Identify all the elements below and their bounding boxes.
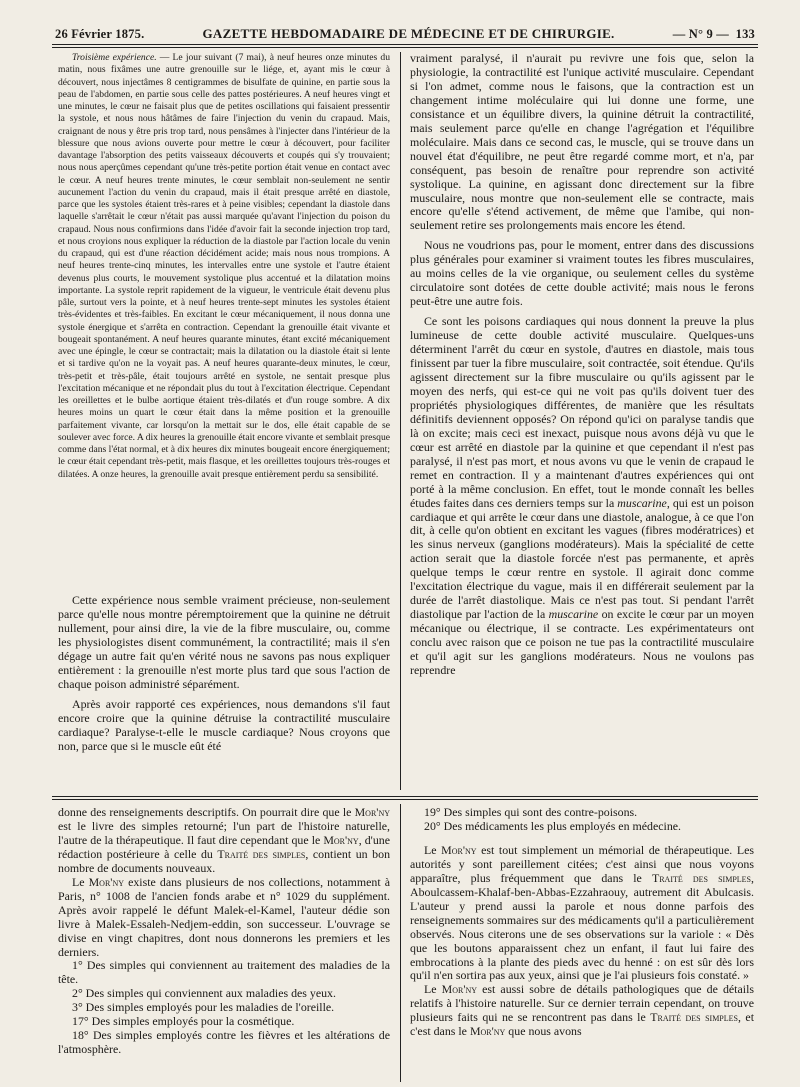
bottom-left-paragraph-2 bbox=[58, 876, 390, 960]
right-paragraph-1: vraiment paralysé, il n'aurait pu revivre une fois que, selon la physiologie, la contractilité est l'unique activité musculaire. Cependant si l'on admet, comme nous le faisons, que la contraction est un changement intime moléculaire qui lui donne une forme, une consistance et un équilibre divers, la quinine détruit la contractilité, mais seulement parce qu'elle en change l'agrégation et l'équilibre moléculaire. Mais dans ce second cas, le muscle, qui se trouve dans un nouvel état d'équilibre, ne peut être regardé comme mort, et n'a, par conséquent, pas besoin de renaître pour reprendre son activité systolique. La quinine, en agissant donc directement sur la fibre musculaire, nous montre que non-seulement elle se contracte, mais encore qu'elle s'étend activement, de même que l'amibe, qui non-seulement retire ses prolongements mais encore les étend. bbox=[410, 52, 754, 233]
chapter-item: 17° Des simples employés pour la cosmétique. bbox=[72, 1014, 295, 1029]
top-left-commentary bbox=[58, 594, 390, 790]
commentary-paragraph-1: Cette expérience nous semble vraiment précieuse, non-seulement parce qu'elle nous montre péremptoirement que la quinine ne détruit nullement, pour ainsi dire, la vie de la fibre musculaire, ou, comme les physiologistes disent communément, la contractilité; mais il s'en dégage un autre fait qu'en vérité nous ne savons pas nous expliquer entièrement : la grenouille n'est morte plus tard que sous l'action de chaque poison administré séparément. bbox=[58, 594, 390, 691]
experiment-paragraph bbox=[58, 52, 390, 481]
bl-text-1: donne des renseignements descriptifs. On pourrait dire que le bbox=[58, 806, 355, 819]
commentary-paragraph-2: Après avoir rapporté ces expériences, nous demandons s'il faut encore croire que la quinine détruise la contractilité musculaire cardiaque? Paralyse-t-elle le muscle cardiaque? Nous croyons que non, parce que si le muscle eût été bbox=[58, 696, 390, 753]
page-header bbox=[55, 26, 755, 42]
bl-text-6: existe dans plusieurs de nos collections, notamment à Paris, n° 1008 de l'ancien fonds arabe et n° 1029 du supplément. Après avoir rappelé le défunt Malek-el-Kamel, l'auteur dédie son livre à Malek-Essaleh-Nedjem-eddin, son successeur. L'ouvrage se divise en vingt chapitres, dont nous donnerons les premiers et les derniers. bbox=[58, 874, 390, 959]
traite-title: Traité des simples bbox=[217, 846, 306, 861]
right-paragraph-3-part-a: Ce sont les poisons cardiaques qui nous donnent la preuve la plus lumineuse de cette double activité musculaire. Quelques-uns déterminent l'arrêt du cœur en systole, d'autres en diastole, mais tous finissent par tuer la fibre musculaire, soit contractée, soit étendue. Qu'ils agissent directement sur la fibre musculaire ou qu'ils agissent par le moyen des nerfs, qui est-ce qui ne voit pas qu'ils doivent tuer des propriétés physiologiques différentes, de manière que les résultats définitifs deviennent opposés? On répond qu'ici on paralyse tandis que là on excite; mais ceci est inexact, puisque nous avons déjà vu que le cœur est arrêté en diastole par la quinine et que cependant il n'est pas paralysé, il n'est pas mort, et nous avons vu que le venin de crapaud le remet en contraction. Il y a maintenant d'autres expériences qui ont porté à la même conclusion. En effet, tout le monde connaît les belles études faites dans ces derniers temps sur la bbox=[410, 314, 754, 510]
chapter-item: 18° Des simples employés contre les fièvres et les altérations de l'atmosphère. bbox=[58, 1028, 390, 1057]
br-text-7: que nous avons bbox=[505, 1024, 582, 1039]
br-text-2: est tout simplement un mémorial de thérapeutique. Les autorités y sont pareillement citées; c'est ainsi que nous voyons apparaître, plus fréquemment que dans le bbox=[410, 842, 754, 885]
br-text-5: est aussi sobre de détails pathologiques que de détails relatifs à l'histoire naturelle. Sur ce dernier terrain cependant, on trouve plusieurs faits qui ne se rencontrent pas dans le bbox=[410, 982, 754, 1025]
header-rule bbox=[52, 44, 758, 45]
morny-title-6: Mor'ny bbox=[469, 1024, 506, 1039]
br-text-3: , Aboulcassem-Khalaf-ben-Abbas-Ezzahraouy, autrement dit Abulcasis. L'auteur y prend aussi la parole et nous donne parfois des renseignements sommaires sur des médicaments qu'il a particulièrement observés. Nous citerons une de ses observations sur la variole : « Dès que les boutons apparaissent chez un enfant, il faut lui faire des embrocations à la plante des pieds avec du henné : on est sûr dès lors qu'il n'en sortira pas aux yeux, ainsi que je l'ai plusieurs fois constaté. » bbox=[410, 870, 754, 983]
chapter-item: 19° Des simples qui sont des contre-poisons. bbox=[424, 806, 638, 819]
bl-text-5: Le bbox=[72, 874, 89, 889]
morny-title: Mor'ny bbox=[354, 806, 390, 819]
bl-text-2: est le livre des simples retourné; l'un part de l'histoire naturelle, l'autre de la thérapeutique. Il faut dire cependant que le bbox=[58, 818, 390, 847]
header-rule-thin bbox=[52, 47, 758, 48]
morny-title-2: Mor'ny bbox=[323, 832, 359, 847]
experiment-text: — Le jour suivant (7 mai), à neuf heures onze minutes du matin, nous fixâmes une autre grenouille sur le liége, et, ayant mis le cœur à découvert, nous injectâmes 8 centigrammes de bisulfate de quinine, en partie sous la peau de l'abdomen, en partie sous celle des pattes postérieures. A neuf heures vingt et une minutes, le cœur ne faisait plus que de petites oscillations qui faisaient pressentir la systole, et nous nous hâtâmes de faire l'injection du venin du crapaud. Mais, craignant de nous y être pris trop tard, nous pensâmes à l'injecter dans l'intérieur de la blessure que nous avions ouverte pour mettre le cœur à découvert, pour faciliter davantage l'absorption des petits vaisseaux découverts et coupés qui s'y trouvaient; nous nous aperçûmes cependant qu'une très-petite portion était venue en contact avec le cœur. A neuf heures trente minutes, le cœur semblait non-seulement ne sentir aucunement l'action du venin du crapaud, mais il était presque arrêté en diastole, parce que les systoles étaient très-rares et à peine visibles; cependant la diastole dans laquelle s'arrêtait le cœur n'était pas aussi marquée qu'avant l'injection du poison du crapaud. Nous nous confirmions dans l'idée d'avoir fait la seconde injection trop tard, et nous croyions nous expliquer la réduction de la diastole par l'action locale du venin du crapaud, qui est d'une réaction décidément acide; mais nous nous trompions. A neuf heures trente-cinq minutes, les intervalles entre une systole et l'autre étaient devenus plus courts, le mouvement systolique plus accentué et la dilatation moins importante. La systole reprit rapidement de la vigueur, le ventricule était devenu plus pâle, surtout vers la pointe, et à neuf heures trente-sept minutes les systoles étaient très-évidentes et très-faibles. En excitant le cœur mécaniquement, il nous donna une systole énergique et s'arrêta en contraction. Cependant la grenouille était vivante et bougeait spontanément. A neuf heures quarante minutes, étant excité mécaniquement avec une épingle, le cœur se contractait; mais la dilatation ou la diastole était si lente et si tardive qu'on ne la voyait pas. A neuf heures quarante-deux minutes, le cœur, très-petit et très-pâle, était toujours arrêté en systole, ne sentait presque plus l'excitation mécanique et ne répondait plus du tout à l'excitation électrique. Cependant les oreillettes et le bulbe aortique étaient très-dilatés et d'un rouge sombre. A dix heures moins un quart le cœur était dans la même position et la grenouille parfaitement vivante, car lorsqu'on la mettait sur le dos, elle était capable de se soulever avec force. A dix heures la grenouille était encore vivante et semblait presque comme dans l'état normal, et à dix heures dix minutes bougeait encore énergiquement; le cœur était cependant très-petit, mais flasque, et les oreillettes toujours très-rouges et dilatées. A onze heures, la grenouille avait presque entièrement perdu sa sensibilité. bbox=[58, 52, 390, 480]
bl-text-3: , d'une rédaction postérieure à celle du bbox=[58, 832, 390, 861]
top-left-column bbox=[58, 52, 390, 590]
morny-title-3: Mor'ny bbox=[88, 874, 124, 889]
br-text-1: Le bbox=[424, 842, 442, 857]
bottom-left-column bbox=[58, 806, 390, 1082]
top-right-column bbox=[410, 52, 754, 792]
bottom-left-paragraph-1 bbox=[58, 806, 390, 876]
top-column-divider bbox=[400, 52, 401, 790]
section-rule-thin bbox=[52, 799, 758, 800]
bl-text-4: , contient un bon nombre de documents nouveaux. bbox=[58, 846, 390, 875]
bottom-right-paragraph-2 bbox=[410, 983, 754, 1039]
bottom-column-divider bbox=[400, 804, 401, 1082]
right-paragraph-3-part-c: on excite le cœur par un moyen mécanique ou électrique, il se contracte. Les expérimentateurs ont conclu avec raison que ce poison ne tue pas la contractilité musculaire et qu'il agit sur les ganglions modérateurs. Nous ne voulons pas reprendre bbox=[410, 607, 754, 677]
right-paragraph-2: Nous ne voudrions pas, pour le moment, entrer dans des discussions plus générales pour examiner si vraiment toutes les fibres musculaires, au moins celles de la vie organique, ou seulement celles du système circulatoire sont dotées de cette double activité; mais nous le ferons peut-être une autre fois. bbox=[410, 238, 754, 309]
bottom-right-paragraph-1 bbox=[410, 844, 754, 984]
morny-title-5: Mor'ny bbox=[441, 982, 478, 997]
morny-title-4: Mor'ny bbox=[441, 842, 477, 857]
br-text-4: Le bbox=[424, 982, 442, 997]
bottom-right-column bbox=[410, 806, 754, 1082]
br-text-6: , et c'est dans le bbox=[410, 1010, 754, 1039]
experiment-label: Troisième expérience. bbox=[72, 52, 157, 63]
header-date: 26 Février 1875. bbox=[55, 27, 145, 41]
chapter-item: 1° Des simples qui conviennent au traitement des maladies de la tête. bbox=[58, 958, 390, 987]
muscarine-term-2: muscarine bbox=[548, 607, 599, 622]
right-paragraph-3 bbox=[410, 315, 754, 678]
chapter-item: 20° Des médicaments les plus employés en médecine. bbox=[424, 818, 682, 833]
issue-number: — N° 9 — bbox=[672, 27, 729, 41]
traite-title-2: Traité des simples bbox=[651, 870, 752, 885]
traite-title-3: Traité des simples bbox=[650, 1010, 738, 1025]
page-number: 133 bbox=[735, 27, 755, 41]
chapter-item: 2° Des simples qui conviennent aux maladies des yeux. bbox=[72, 986, 336, 1001]
muscarine-term: muscarine bbox=[617, 495, 667, 510]
chapter-item: 3° Des simples employés pour les maladies de l'oreille. bbox=[72, 1000, 335, 1015]
chapter-list-end bbox=[410, 806, 754, 834]
journal-title: GAZETTE HEBDOMADAIRE DE MÉDECINE ET DE CHIRURGIE. bbox=[202, 26, 615, 41]
right-paragraph-3-part-b: , qui est un poison cardiaque et qui arrête le cœur dans une diastole, analogue, à ce que l'on dit, à celle qu'on obtient en excitant les vagues (fibres modératrices) et les sinus nerveux (ganglions modérateurs). Mais la spécialité de cette action serait que la diastole forcée n'est pas permanente, et après quelque temps le cœur rentre en systole. Il agirait donc comme l'excitation électrique du vague, mais il en différerait seulement par la durée de l'arrêt diastolique. Mais ce n'est pas tout. Si pendant l'arrêt diastolique par l'action de la bbox=[410, 495, 754, 622]
issue-page bbox=[673, 27, 755, 42]
section-rule bbox=[52, 796, 758, 797]
chapter-list-start bbox=[58, 959, 390, 1057]
